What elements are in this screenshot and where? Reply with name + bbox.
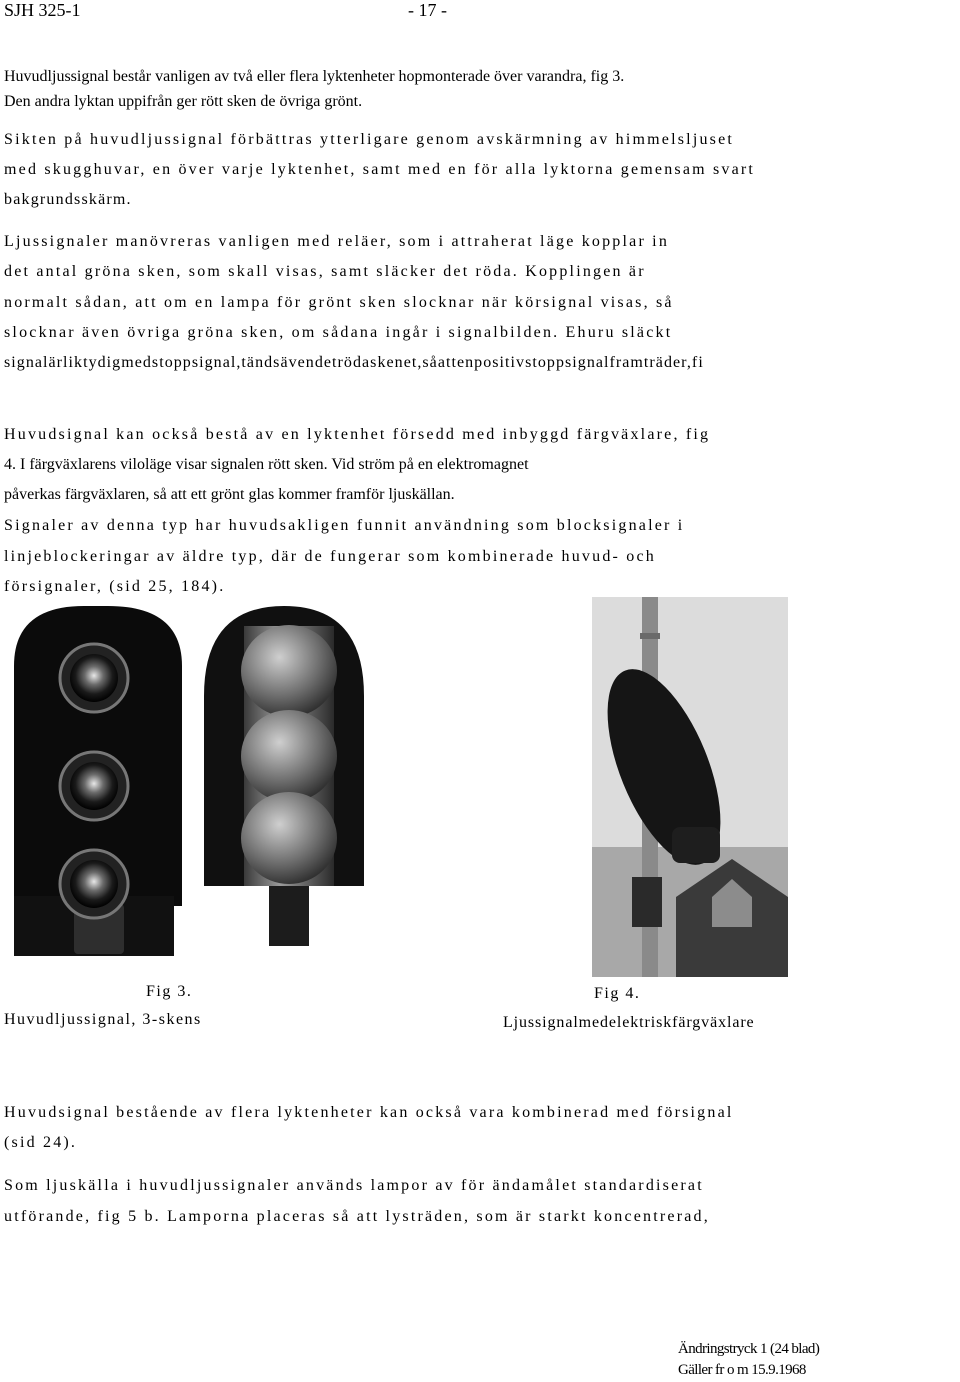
text-line: Den andra lyktan uppifrån ger rött sken de övriga grönt. — [4, 93, 363, 110]
text-line: påverkas färgväxlaren, så att ett grönt glas kommer framför ljuskällan. — [4, 486, 455, 503]
text-line: Huvudsignal kan också bestå av en lyktenhet försedd med inbyggd färgväxlare, fig — [4, 426, 711, 443]
document-id: SJH 325-1 — [4, 0, 81, 20]
figure-4-label: Fig 4. — [594, 985, 641, 1002]
text-line: försignaler, (sid 25, 184). — [4, 578, 226, 595]
text-line: (sid 24). — [4, 1134, 78, 1151]
figure-3-label: Fig 3. — [146, 983, 193, 1000]
text-line: Huvudljussignal består vanligen av två eller flera lyktenheter hopmonterade över varandra, fig 3. — [4, 68, 625, 85]
text-line: 4. I färgväxlarens viloläge visar signalen rött sken. Vid ström på en elektromagnet — [4, 456, 529, 473]
validity-date: Gäller fr o m 15.9.1968 — [678, 1362, 806, 1378]
revision-note: Ändringstryck 1 (24 blad) — [678, 1341, 820, 1357]
text-line: Sikten på huvudljussignal förbättras ytterligare genom avskärmning av himmelsljuset — [4, 131, 735, 148]
text-line: signalärliktydigmedstoppsignal,tändsävendetrödaskenet,såattenpositivstoppsignalframträder,fi — [4, 354, 704, 371]
figure-3-caption: Huvudljussignal, 3-skens — [4, 1011, 202, 1028]
text-line: Huvudsignal bestående av flera lyktenheter kan också vara kombinerad med försignal — [4, 1104, 734, 1121]
text-line: med skugghuvar, en över varje lyktenhet, samt med en för alla lyktorna gemensam svart — [4, 161, 756, 178]
text-line: slocknar även övriga gröna sken, om sådana ingår i signalbilden. Ehuru släckt — [4, 324, 673, 341]
text-line: Som ljuskälla i huvudljussignaler används lampor av för ändamålet standardiserat — [4, 1177, 704, 1194]
text-line: normalt sådan, att om en lampa för grönt sken slocknar när körsignal visas, så — [4, 294, 674, 311]
page-number: - 17 - — [408, 0, 447, 20]
figure-3-photo — [14, 606, 384, 978]
text-line: utförande, fig 5 b. Lamporna placeras så att lysträden, som är starkt koncentrerad, — [4, 1208, 710, 1225]
figure-4-caption: Ljussignalmedelektriskfärgväxlare — [503, 1014, 755, 1031]
text-line: Signaler av denna typ har huvudsakligen funnit användning som blocksignaler i — [4, 517, 685, 534]
text-line: bakgrundsskärm. — [4, 191, 132, 208]
figure-4-photo — [592, 597, 788, 977]
text-line: det antal gröna sken, som skall visas, samt släcker det röda. Kopplingen är — [4, 263, 646, 280]
text-line: Ljussignaler manövreras vanligen med reläer, som i attraherat läge kopplar in — [4, 233, 670, 250]
text-line: linjeblockeringar av äldre typ, där de fungerar som kombinerade huvud- och — [4, 548, 656, 565]
